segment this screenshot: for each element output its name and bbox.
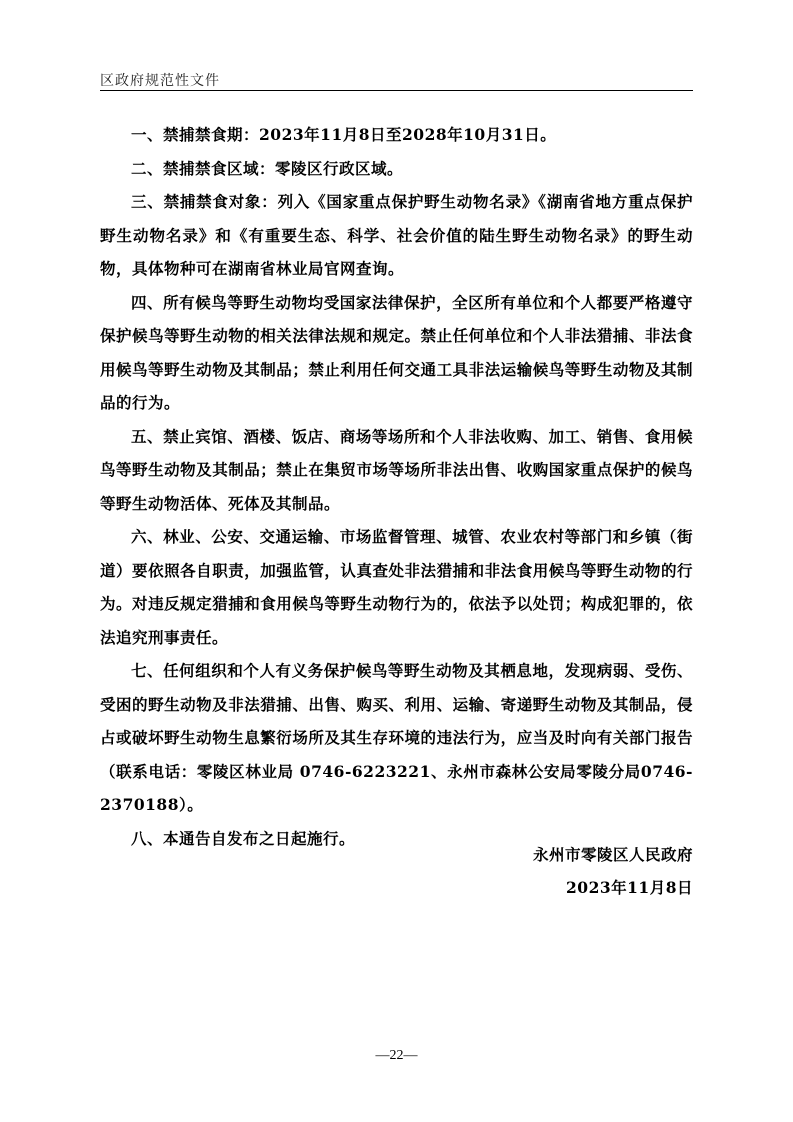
page-number: —22— (375, 1048, 418, 1063)
notice-body (100, 118, 693, 855)
paragraph-ban-area (100, 152, 693, 186)
paragraph-ban-period (100, 118, 693, 152)
paragraph-text: 六、林业、公安、交通运输、市场监督管理、城管、农业农村等部门和乡镇（街道）要依照各自职责，加强监管，认真查处非法猎捕和非法食用候鸟等野生动物的行为。对违反规定猎捕和食用候鸟等野生动物行为的，依法予以处罚；构成犯罪的，依法追究刑事责任。 (100, 527, 693, 647)
paragraph-text: 五、禁止宾馆、酒楼、饭店、商场等场所和个人非法收购、加工、销售、食用候鸟等野生动物及其制品；禁止在集贸市场等场所非法出售、收购国家重点保护的候鸟等野生动物活体、死体及其制品。 (100, 426, 693, 513)
paragraph-lead: 一、禁捕禁食期： (131, 125, 260, 144)
paragraph-text: 四、所有候鸟等野生动物均受国家法律保护，全区所有单位和个人都要严格遵守保护候鸟等野生动物的相关法律法规和规定。禁止任何单位和个人非法猎捕、非法食用候鸟等野生动物及其制品；禁止利用任何交通工具非法运输候鸟等野生动物及其制品的行为。 (100, 292, 693, 412)
paragraph-text: 2023年11月8日至2028年10月31日。 (259, 125, 557, 144)
issue-date: 2023年11月8日 (566, 878, 693, 897)
paragraph-business-ban (100, 420, 693, 521)
paragraph-reporting (100, 654, 693, 822)
paragraph-text: 列入《国家重点保护野生动物名录》《湖南省地方重点保护野生动物名录》和《有重要生态、科学、社会价值的陆生野生动物名录》的野生动物，具体物种可在湖南省林业局官网查询。 (100, 192, 693, 278)
paragraph-legal-protection (100, 286, 693, 420)
paragraph-text: 七、任何组织和个人有义务保护候鸟等野生动物及其栖息地，发现病弱、受伤、受困的野生动物及非法猎捕、出售、购买、利用、运输、寄递野生动物及其制品，侵占或破坏野生动物生息繁衍场所及其生存环境的违法行为，应当及时向有关部门报告（联系电话：零陵区林业局 0746-6223221、永州市森林公安局零陵分局0746-2370188）。 (100, 661, 693, 814)
paragraph-text: 零陵区行政区域。 (275, 158, 404, 178)
paragraph-ban-targets (100, 185, 693, 286)
paragraph-text: 八、本通告自发布之日起施行。 (131, 828, 356, 848)
document-header: 区政府规范性文件 (100, 73, 220, 89)
paragraph-department-duties (100, 520, 693, 654)
paragraph-lead: 三、禁捕禁食对象： (131, 192, 278, 211)
header-rule (100, 90, 693, 91)
issuing-organization: 永州市零陵区人民政府 (532, 845, 693, 864)
paragraph-lead: 二、禁捕禁食区域： (131, 158, 276, 178)
